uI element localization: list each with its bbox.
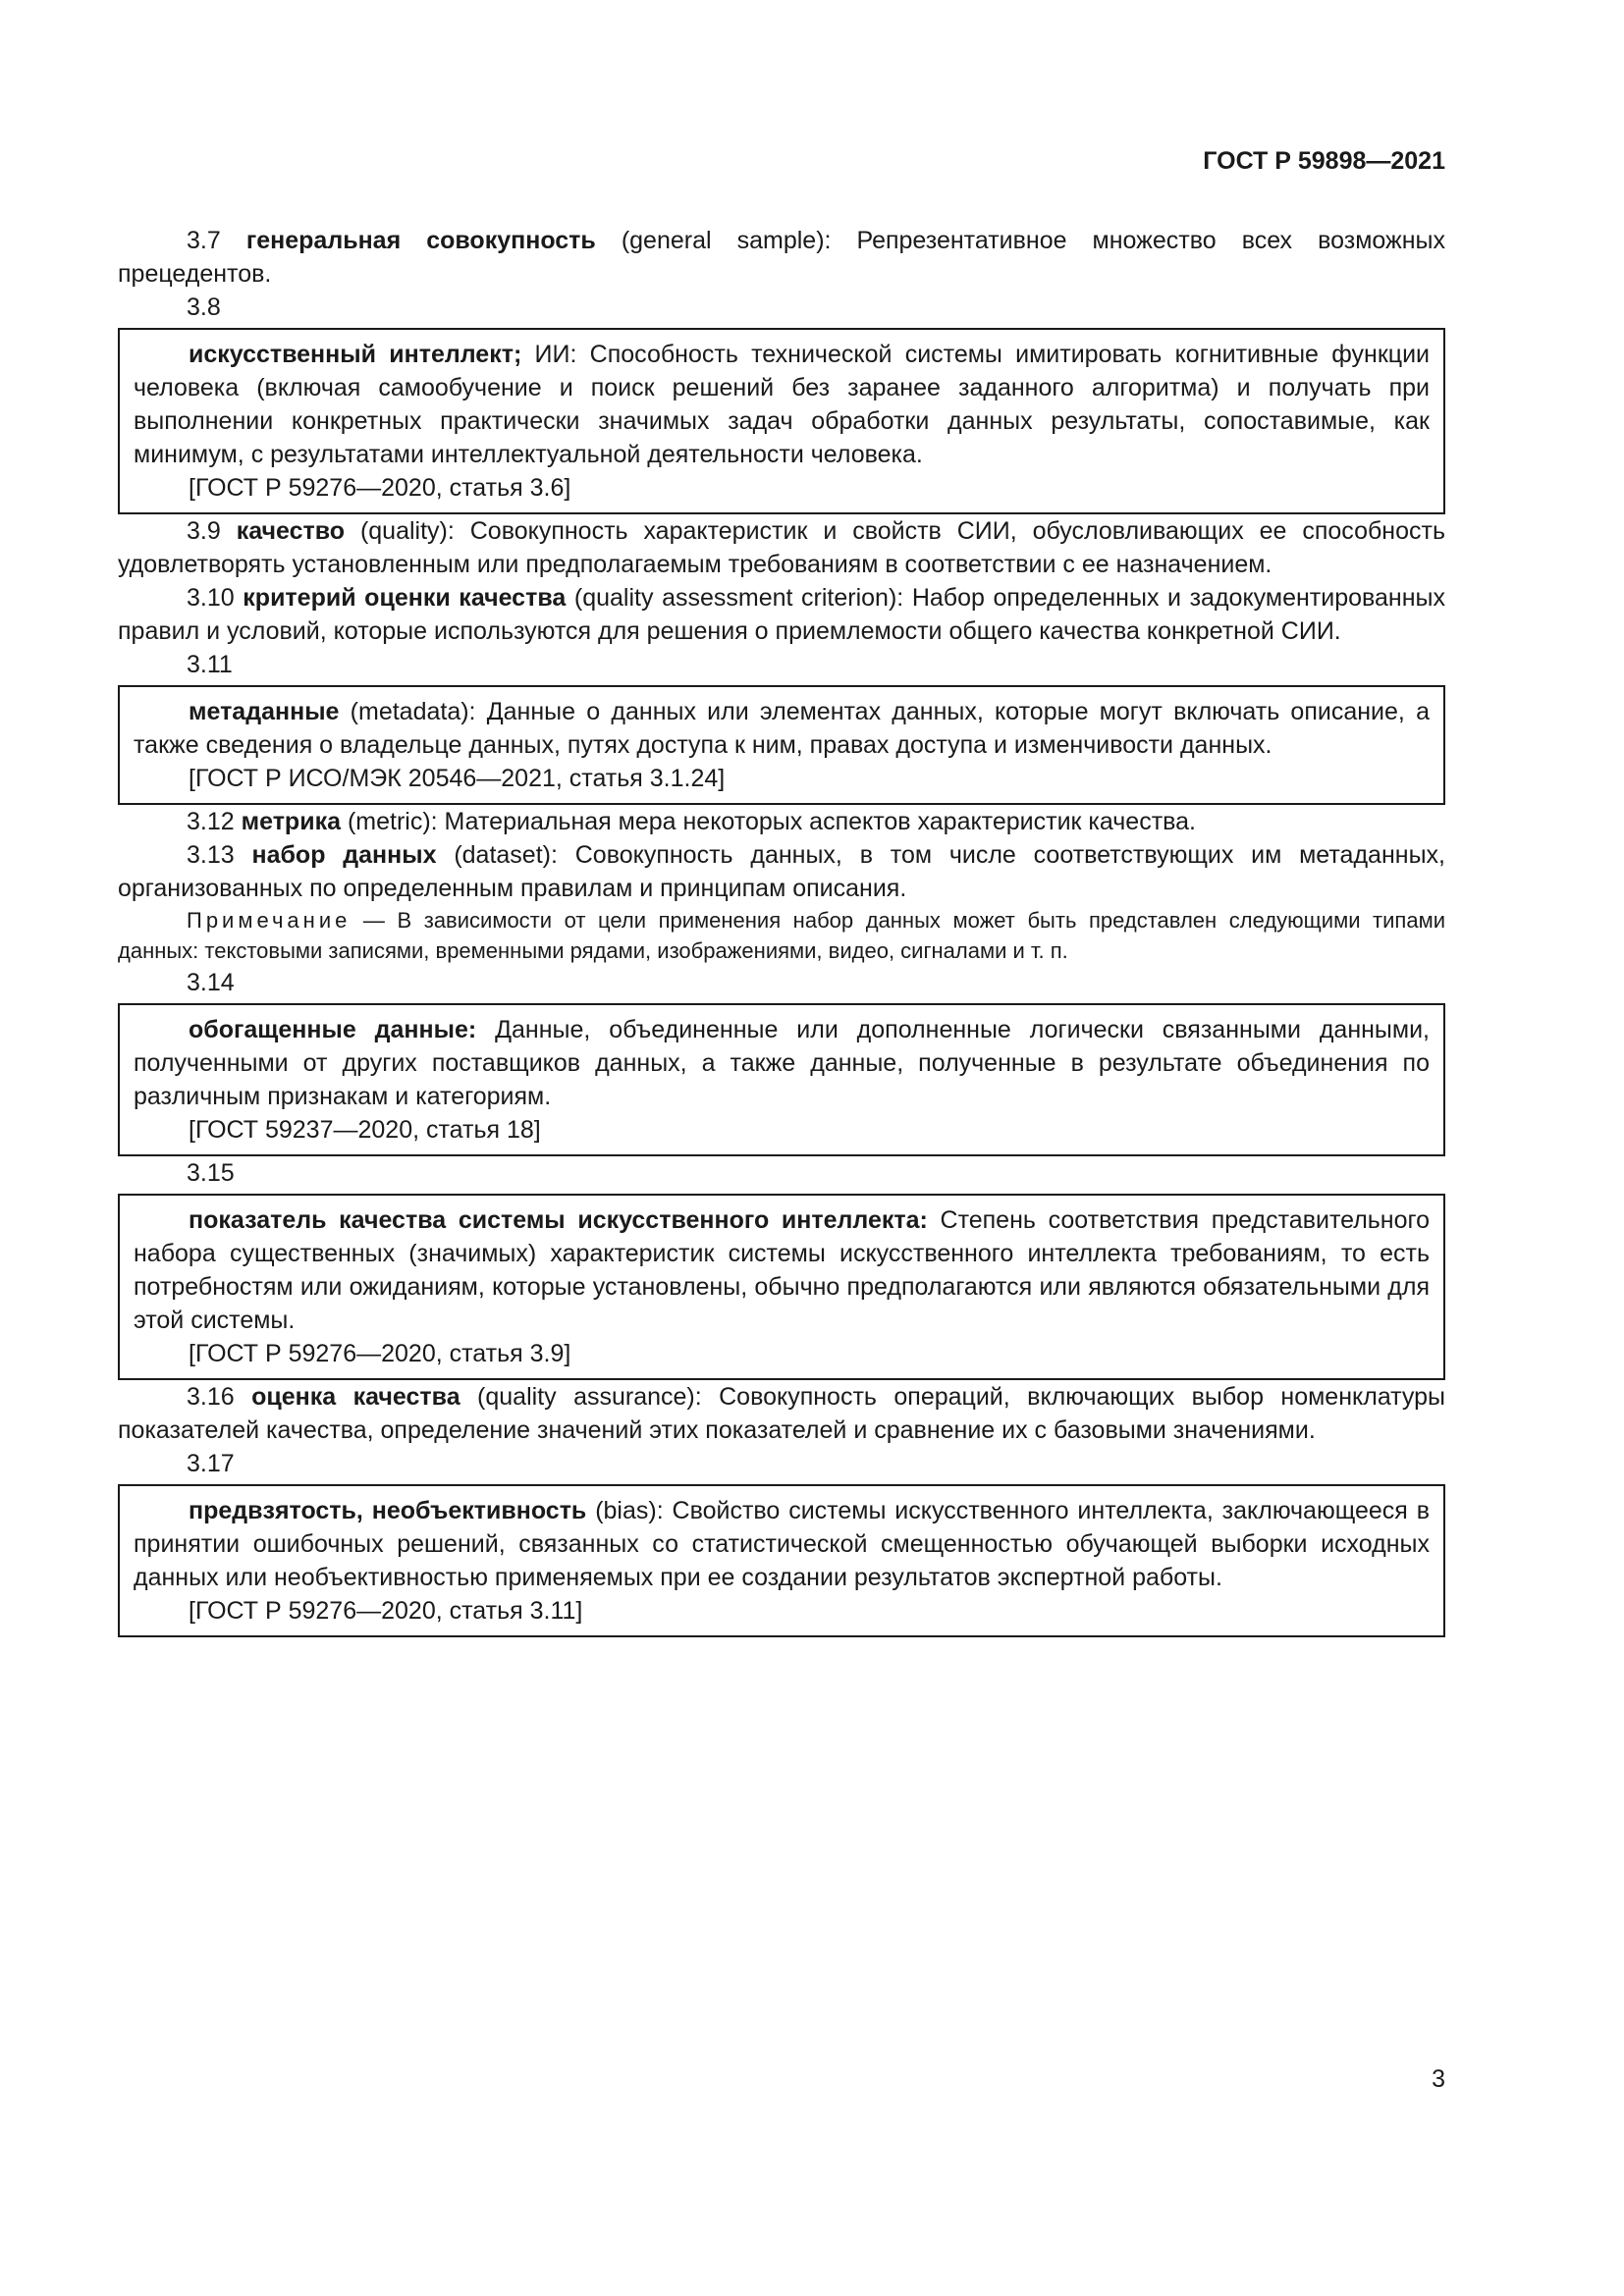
term-3-9 bbox=[118, 514, 1445, 581]
term-definition: (quality assessment criterion): Набор определенных и задокументированных правил и условий, которые используются для решения о приемлемости общего качества конкретной СИИ. bbox=[118, 584, 1445, 645]
term-source: [ГОСТ Р ИСО/МЭК 20546—2021, статья 3.1.24] bbox=[189, 765, 726, 792]
term-title: обогащенные данные: bbox=[189, 1016, 477, 1043]
term-definition: (bias): Свойство системы искусственного интеллекта, заключающееся в принятии ошибочных решений, связанных со статистической смещенностью обучающей выборки исходных данных или необъективностью применяемых при ее создании результатов экспертной работы. bbox=[134, 1497, 1431, 1591]
term-number-3-15: 3.15 bbox=[187, 1159, 235, 1187]
term-definition: (general sample): Репрезентативное множество всех возможных прецедентов. bbox=[118, 227, 1446, 288]
term-3-12 bbox=[118, 805, 1445, 838]
term-3-17 bbox=[134, 1494, 1430, 1594]
term-title: критерий оценки качества bbox=[243, 584, 567, 612]
term-title: метаданные bbox=[189, 698, 340, 725]
term-title: оценка качества bbox=[251, 1383, 460, 1411]
term-frame-3-11 bbox=[118, 685, 1445, 805]
term-title: качество bbox=[236, 517, 346, 545]
term-3-15 bbox=[134, 1203, 1430, 1337]
term-definition: (dataset): Совокупность данных, в том числе соответствующих им метаданных, организованных по определенным правилам и принципам описания. bbox=[118, 841, 1445, 902]
page-number: 3 bbox=[1432, 2065, 1445, 2093]
term-number: 3.16 bbox=[187, 1383, 235, 1411]
term-number-3-14: 3.14 bbox=[187, 969, 235, 996]
term-3-11 bbox=[134, 695, 1430, 762]
term-frame-3-14 bbox=[118, 1003, 1445, 1156]
term-source: [ГОСТ Р 59276—2020, статья 3.9] bbox=[189, 1340, 571, 1367]
terms-section bbox=[118, 224, 1445, 1637]
term-title: набор данных bbox=[251, 841, 437, 869]
term-3-16 bbox=[118, 1380, 1445, 1447]
term-number-3-11: 3.11 bbox=[187, 651, 233, 678]
term-number: 3.12 bbox=[187, 808, 235, 835]
term-frame-3-15 bbox=[118, 1194, 1445, 1380]
note-text: — В зависимости от цели применения набор данных может быть представлен следующими типами данных: текстовыми записями, временными рядами, изображениями, видео, сигналами и т. п. bbox=[118, 908, 1445, 963]
term-source: [ГОСТ 59237—2020, статья 18] bbox=[189, 1116, 541, 1144]
term-definition: Данные, объединенные или дополненные логически связанными данными, полученными от других поставщиков данных, а также данные, полученные в результате объединения по различным признакам и категориям. bbox=[134, 1016, 1431, 1110]
term-definition: (metadata): Данные о данных или элементах данных, которые могут включать описание, а также сведения о владельце данных, путях доступа к ним, правах доступа и изменчивости данных. bbox=[134, 698, 1430, 759]
term-note bbox=[118, 905, 1445, 966]
term-number: 3.7 bbox=[187, 227, 221, 254]
term-title: искусственный интеллект; bbox=[189, 341, 522, 368]
term-definition: Степень соответствия представительного набора существенных (значимых) характеристик системы искусственного интеллекта требованиям, то есть потребностям или ожиданиям, которые установлены, обычно предполагаются или являются обязательными для этой системы. bbox=[134, 1206, 1430, 1334]
term-title: метрика bbox=[241, 808, 341, 835]
term-definition: (quality): Совокупность характеристик и свойств СИИ, обусловливающих ее способность удовлетворять установленным или предполагаемым требованиям в соответствии с ее назначением. bbox=[118, 517, 1445, 578]
note-label: Примечание bbox=[187, 908, 352, 933]
term-frame-3-17 bbox=[118, 1484, 1445, 1637]
term-title: генеральная совокупность bbox=[245, 227, 596, 254]
term-3-10 bbox=[118, 581, 1445, 648]
term-definition: ИИ: Способность технической системы имитировать когнитивные функции человека (включая самообучение и поиск решений без заранее заданного алгоритма) и получать при выполнении конкретных практически значимых задач обработки данных результаты, сопоставимые, как минимум, с результатами интеллектуальной деятельности человека. bbox=[134, 341, 1430, 468]
term-number-3-8: 3.8 bbox=[187, 294, 221, 321]
term-definition: (quality assurance): Совокупность операций, включающих выбор номенклатуры показателей качества, определение значений этих показателей и сравнение их с базовыми значениями. bbox=[118, 1383, 1446, 1444]
term-3-13 bbox=[118, 838, 1445, 905]
term-3-7 bbox=[118, 224, 1445, 291]
term-3-8 bbox=[134, 338, 1430, 471]
term-3-14 bbox=[134, 1013, 1430, 1113]
term-title: предвзятость, необъективность bbox=[189, 1497, 587, 1524]
term-number: 3.10 bbox=[187, 584, 235, 612]
term-number-3-17: 3.17 bbox=[187, 1450, 235, 1477]
term-number: 3.13 bbox=[187, 841, 235, 869]
term-title: показатель качества системы искусственного интеллекта: bbox=[189, 1206, 928, 1234]
term-frame-3-8 bbox=[118, 328, 1445, 514]
term-source: [ГОСТ Р 59276—2020, статья 3.6] bbox=[189, 474, 571, 502]
term-source: [ГОСТ Р 59276—2020, статья 3.11] bbox=[189, 1597, 583, 1625]
term-number: 3.9 bbox=[187, 517, 221, 545]
term-definition: (metric): Материальная мера некоторых аспектов характеристик качества. bbox=[341, 808, 1196, 835]
document-header: ГОСТ Р 59898—2021 bbox=[1203, 147, 1445, 175]
